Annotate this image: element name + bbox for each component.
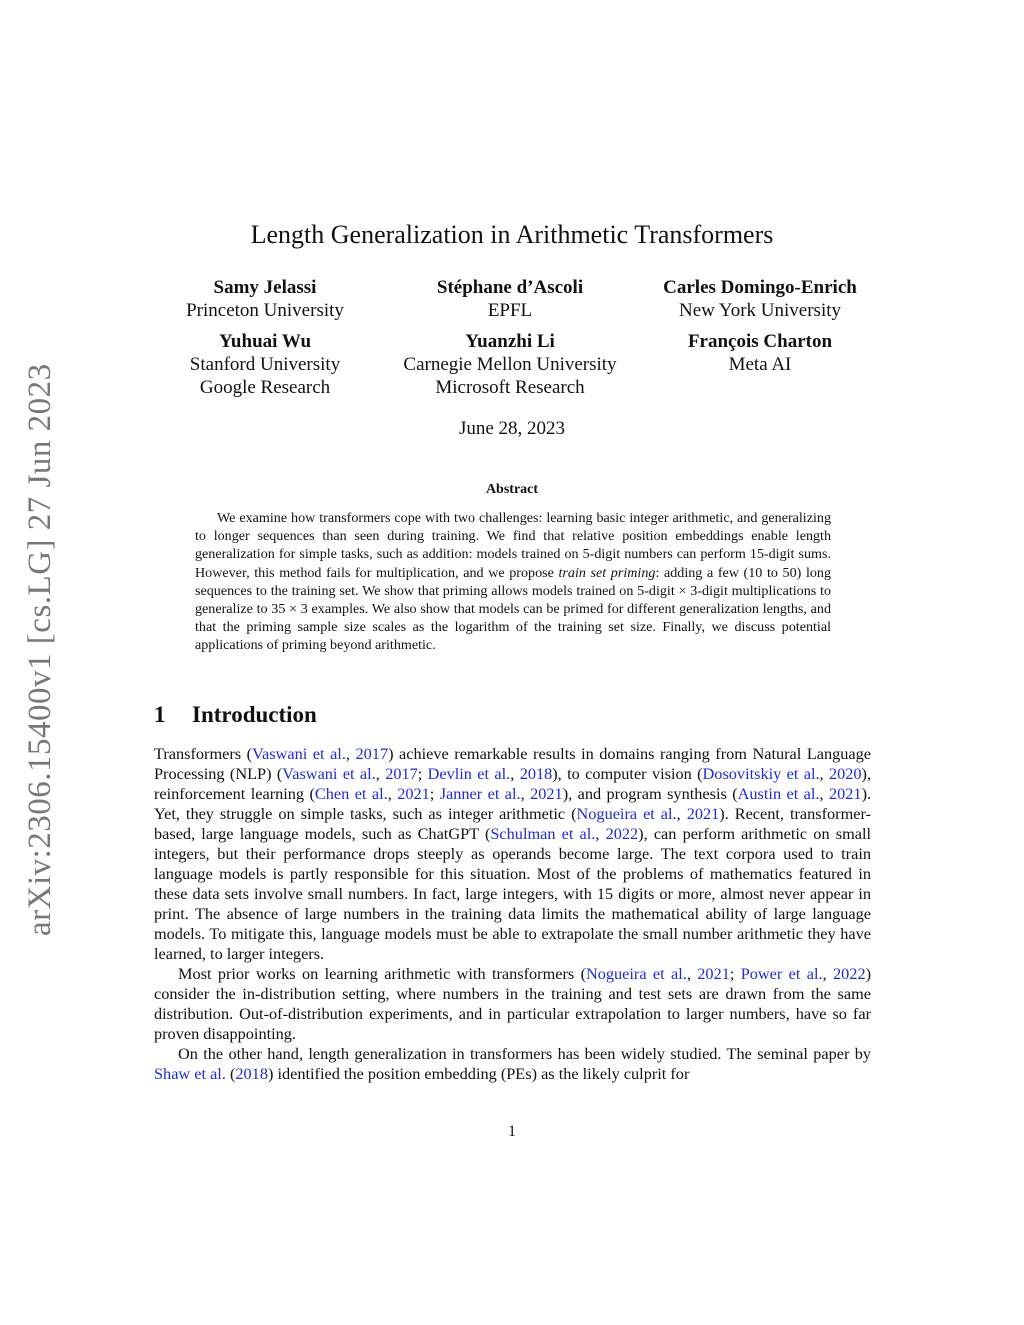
abstract-text [195,509,831,655]
author-affiliation: Meta AI [728,354,792,375]
citation-link[interactable]: Schulman et al. [490,824,596,843]
paragraph [154,1044,871,1084]
arxiv-identifier: arXiv:2306.15400v1 [cs.LG] 27 Jun 2023 [22,363,58,937]
author-name: Yuanzhi Li [465,331,555,352]
paragraph-text: ). Yet, they struggle on simple tasks, such as integer arithmetic ( [154,784,872,823]
citation-link[interactable]: Austin et al. [737,784,820,803]
paragraph-text: ; [417,764,428,783]
paragraph [154,964,871,1044]
paragraph-text: On the other hand, length generalization in transformers has been widely studied. The seminal paper by [178,1044,871,1063]
citation-link[interactable]: 2021 [397,784,430,803]
author-entry [640,276,880,322]
paragraph-text: , [375,764,386,783]
paragraph-text: ( [225,1064,236,1083]
paragraph-text: , [686,964,698,983]
section-heading [154,702,317,728]
citation-link[interactable]: 2017 [355,744,389,763]
paper-title: Length Generalization in Arithmetic Transformers [250,220,774,249]
abstract-part: We examine how transformers cope with two challenges: learning basic integer arithmetic, and generalizing to longer sequences than seen during training. We find that relative position embeddings enable length generalization for simple tasks, such as addition: models trained on 5-digit numbers can perform 15-digit sums. However, this method fails for multiplication, and we propose [195,510,831,581]
author-entry [150,276,380,322]
citation-link[interactable]: Shaw et al. [154,1064,226,1083]
author-name: Carles Domingo-Enrich [663,277,857,298]
citation-link[interactable]: 2021 [697,964,730,983]
abstract-part: : adding a few (10 to 50) long sequences to the training set. We show that priming allows models trained on 5-digit × 3-digit multiplications to generalize to 35 × 3 examples. We also show that models can be primed for different generalization lengths, and that the priming sample size scales as the logarithm of the training set size. Finally, we discuss potential applications of priming beyond arithmetic. [195,564,831,654]
paragraph-text: Transformers ( [154,744,253,763]
citation-link[interactable]: Nogueira et al. [576,804,677,823]
author-name: Yuhuai Wu [218,331,312,352]
paragraph-text: ) consider the in-distribution setting, where numbers in the training and test sets are drawn from the same distribution. Out-of-distribution experiments, and in particular extrapolation to larger numbers, have so far proven disappointing. [154,964,871,1043]
citation-link[interactable]: 2021 [530,784,563,803]
citation-link[interactable]: Chen et al. [314,784,388,803]
citation-link[interactable]: Power et al. [740,964,823,983]
citation-link[interactable]: Janner et al. [439,784,521,803]
paragraph-text: , [676,804,687,823]
paragraph-text: Most prior works on learning arithmetic with transformers ( [178,964,586,983]
author-affiliation: Princeton University [186,300,344,321]
paragraph-text: ) identified the position embedding (PEs) as the likely culprit for [267,1064,690,1083]
paragraph-text: , [819,784,829,803]
author-entry [150,330,380,399]
paragraph-text: , [822,964,834,983]
author-affiliation: Stanford University [189,354,341,375]
citation-link[interactable]: Vaswani et al. [282,764,376,783]
paragraph-text: ) achieve remarkable results in domains ranging from Natural Language Processing (NLP) ( [154,744,872,783]
paragraph-text: , [595,824,606,843]
paragraph-text: , [520,784,531,803]
citation-link[interactable]: 2021 [829,784,862,803]
author-block [150,276,880,399]
citation-link[interactable]: 2017 [385,764,418,783]
paragraph-text: , [819,764,829,783]
citation-link[interactable]: 2022 [605,824,639,843]
author-entry [640,330,880,399]
author-name: Stéphane d’Ascoli [436,277,584,298]
citation-link[interactable]: Nogueira et al. [586,964,687,983]
author-name: Samy Jelassi [213,277,317,298]
paragraph [154,744,871,964]
page-number: 1 [508,1123,516,1140]
citation-link[interactable]: Vaswani et al. [252,744,346,763]
paragraph-text: ), can perform arithmetic on small integers, but their performance drops steeply as operands become large. The text corpora used to train language models is partly responsible for this situation. Most of the problems of mathematics featured in these data sets involve small numbers. In fact, large integers, with 15 digits or more, almost never appear in print. The absence of large numbers in the training data limits the mathematical ability of large language models. To mitigate this, language models must be able to extrapolate the small number arithmetic they have learned, to larger integers. [154,824,872,963]
abstract-emphasis: train set priming [558,564,656,581]
body-text [154,744,871,1084]
author-affiliation: Microsoft Research [435,377,585,398]
author-affiliation: Google Research [199,377,331,398]
citation-link[interactable]: Devlin et al. [427,764,511,783]
publication-date: June 28, 2023 [458,418,566,439]
paragraph-text: ). Recent, transformer-based, large language models, such as ChatGPT ( [154,804,872,843]
author-name: François Charton [687,331,833,352]
paragraph-text: ; [429,784,440,803]
paragraph-text: , [510,764,520,783]
citation-link[interactable]: 2022 [833,964,866,983]
author-affiliation: New York University [678,300,842,321]
paragraph-text: ; [729,964,741,983]
author-entry [380,330,640,399]
paragraph-text: , [345,744,356,763]
author-entry [380,276,640,322]
citation-link[interactable]: 2018 [519,764,553,783]
paragraph-text: , [387,784,398,803]
abstract-heading: Abstract [485,482,539,497]
paragraph-text: ), reinforcement learning ( [154,764,872,803]
author-affiliation: Carnegie Mellon University [403,354,617,375]
citation-link[interactable]: 2021 [686,804,720,823]
paragraph-text: ), and program synthesis ( [562,784,738,803]
citation-link[interactable]: 2018 [235,1064,268,1083]
section-number: 1 [154,702,166,727]
citation-link[interactable]: 2020 [828,764,862,783]
author-affiliation: EPFL [487,300,533,321]
section-title: Introduction [192,702,317,727]
paragraph-text: ), to computer vision ( [552,764,703,783]
citation-link[interactable]: Dosovitskiy et al. [702,764,820,783]
